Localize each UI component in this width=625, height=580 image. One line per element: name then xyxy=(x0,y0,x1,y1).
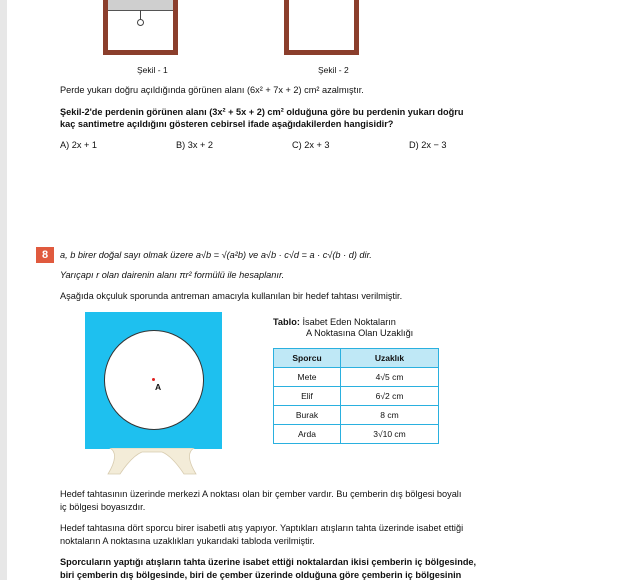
q8-intro: Aşağıda okçuluk sporunda antreman amacıyla kullanılan bir hedef tahtası verilmiştir. xyxy=(60,291,403,301)
athlete-distance: 3√10 cm xyxy=(341,425,439,444)
option-a[interactable]: A) 2x + 1 xyxy=(60,140,98,150)
board-stand xyxy=(102,448,202,480)
header-athlete: Sporcu xyxy=(274,349,341,368)
athlete-name: Mete xyxy=(274,368,341,387)
athlete-distance: 6√2 cm xyxy=(341,387,439,406)
question-number-badge: 8 xyxy=(36,247,54,263)
center-point-a xyxy=(152,378,155,381)
athlete-distance: 8 cm xyxy=(341,406,439,425)
figure-1-caption: Şekil - 1 xyxy=(137,65,168,75)
q8-paragraph3-line1: Sporcuların yaptığı atışların tahta üzerine isabet ettiği noktalardan ikisi çemberin iç bölgesinde, xyxy=(60,557,477,567)
table-row xyxy=(274,387,439,406)
table-row xyxy=(274,425,439,444)
q8-given-formula: a, b birer doğal sayı olmak üzere a√b = √(a²b) ve a√b · c√d = a · c√(b · d) dir. xyxy=(60,250,372,260)
q7-question-line2: kaç santimetre açıldığını gösteren cebirsel ifade aşağıdakilerden hangisidir? xyxy=(60,119,394,129)
q8-paragraph2-line1: Hedef tahtasına dört sporcu birer isabetli atış yapıyor. Yaptıkları atışların tahta üzerinde isabet ettiği xyxy=(60,523,464,533)
table-caption-line1: Tablo: İsabet Eden Noktaların xyxy=(273,317,396,327)
option-b[interactable]: B) 3x + 2 xyxy=(176,140,214,150)
option-d[interactable]: D) 2x − 3 xyxy=(409,140,447,150)
athlete-name: Elif xyxy=(274,387,341,406)
table-header-row xyxy=(274,349,439,368)
distance-table xyxy=(273,348,439,444)
cord-ring-icon xyxy=(137,19,144,26)
q7-question-line1: Şekil-2'de perdenin görünen alanı (3x² + 5x + 2) cm² olduğuna göre bu perdenin yukarı doğru xyxy=(60,107,464,117)
athlete-name: Burak xyxy=(274,406,341,425)
q8-circle-area-formula: Yarıçapı r olan dairenin alanı πr² formülü ile hesaplanır. xyxy=(60,270,285,280)
figure-2-caption: Şekil - 2 xyxy=(318,65,349,75)
q8-paragraph1-line2: iç bölgesi boyasızdır. xyxy=(60,502,146,512)
q8-paragraph1-line1: Hedef tahtasının üzerinde merkezi A noktası olan bir çember vardır. Bu çemberin dış bölgesi boyalı xyxy=(60,489,462,499)
q7-statement: Perde yukarı doğru açıldığında görünen alanı (6x² + 7x + 2) cm² azalmıştır. xyxy=(60,85,364,95)
q8-paragraph2-line2: noktaların A noktasına uzaklıkları yukarıdaki tabloda verilmiştir. xyxy=(60,536,315,546)
table-row xyxy=(274,406,439,425)
table-row xyxy=(274,368,439,387)
q8-paragraph3-line2: biri çemberin dış bölgesinde, biri de çember üzerinde olduğuna göre çemberin iç bölgesinin xyxy=(60,570,462,580)
athlete-distance: 4√5 cm xyxy=(341,368,439,387)
window-figure-1 xyxy=(103,0,178,55)
athlete-name: Arda xyxy=(274,425,341,444)
table-caption-line2: A Noktasına Olan Uzaklığı xyxy=(306,328,414,338)
page-left-edge xyxy=(0,0,7,580)
option-c[interactable]: C) 2x + 3 xyxy=(292,140,330,150)
header-distance: Uzaklık xyxy=(341,349,439,368)
window-figure-2 xyxy=(284,0,359,55)
point-a-label: A xyxy=(155,382,162,392)
